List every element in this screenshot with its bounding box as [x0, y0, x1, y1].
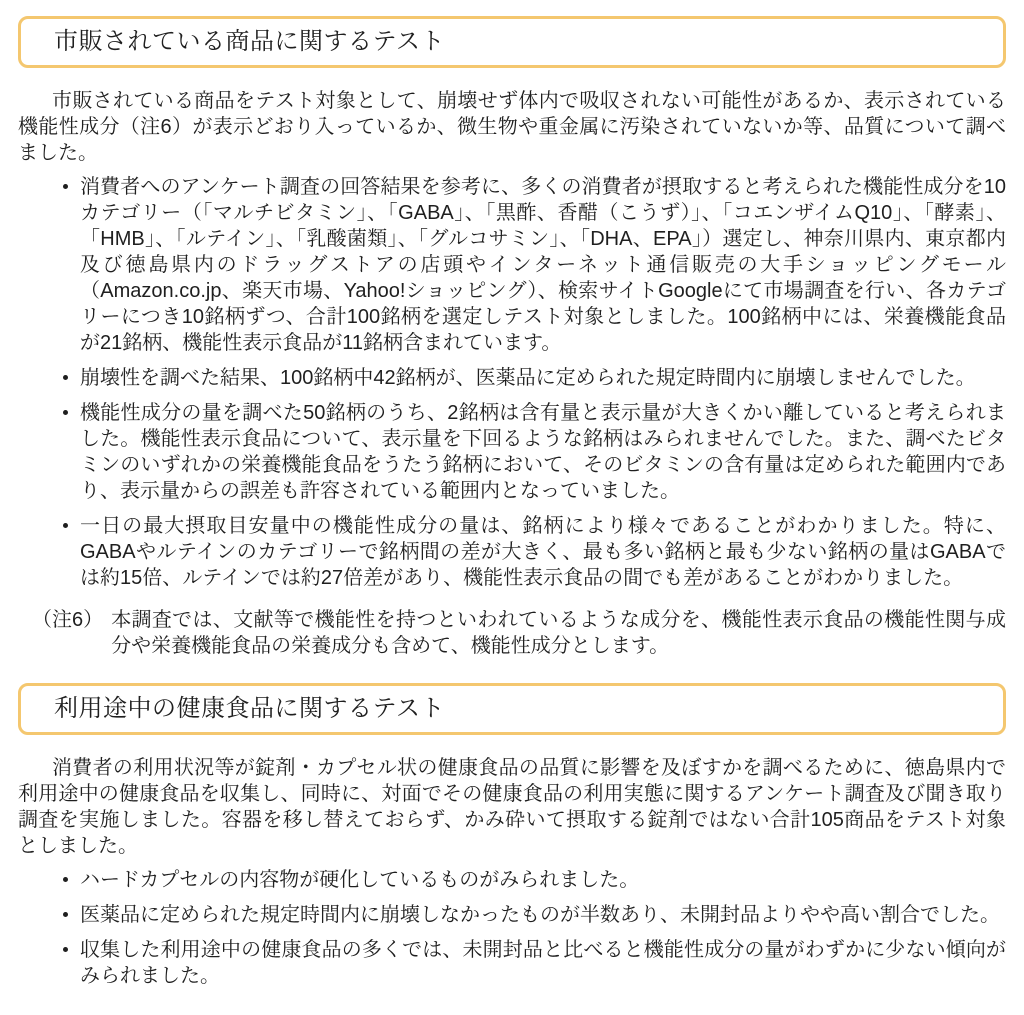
footnote-text: 本調査では、文献等で機能性を持つといわれているような成分を、機能性表示食品の機能性関与成分や栄養機能食品の栄養成分も含めて、機能性成分とします。 — [111, 609, 1006, 657]
section-heading: 市販されている商品に関するテスト — [54, 28, 446, 55]
footnote — [32, 607, 1006, 659]
section-bullet-list — [18, 867, 1006, 989]
section-heading-box — [18, 683, 1006, 735]
section-products-on-market — [18, 16, 1006, 659]
section-intro-paragraph: 市販されている商品をテスト対象として、崩壊せず体内で吸収されない可能性があるか、表示されている機能性成分（注6）が表示どおり入っているか、微生物や重金属に汚染されていないか等、品質について調べました。 — [18, 90, 1006, 164]
bullet-item: 一日の最大摂取目安量中の機能性成分の量は、銘柄により様々であることがわかりました。特に、GABAやルテインのカテゴリーで銘柄間の差が大きく、最も多い銘柄と最も少ない銘柄の量はGABAでは約15倍、ルテインでは約27倍差があり、機能性表示食品の間でも差があることがわかりました。 — [80, 515, 1006, 589]
section-heading: 利用途中の健康食品に関するテスト — [54, 695, 446, 722]
section-bullet-list — [18, 174, 1006, 591]
section-in-use-health-foods — [18, 683, 1006, 989]
bullet-item: 消費者へのアンケート調査の回答結果を参考に、多くの消費者が摂取すると考えられた機能性成分を10カテゴリー（「マルチビタミン」、「GABA」、「黒酢、香醋（こうず）」、「コエンザイムQ10」、「酵素」、「HMB」、「ルテイン」、「乳酸菌類」、「グルコサミン」、「DHA、EPA」）選定し、神奈川県内、東京都内及び徳島県内のドラッグストアの店頭やインターネット通信販売の大手ショッピングモール（Amazon.co.jp、楽天市場、Yahoo!ショッピング）、検索サイトGoogleにて市場調査を行い、各カテゴリーにつき10銘柄ずつ、合計100銘柄を選定しテスト対象としました。100銘柄中には、栄養機能食品が21銘柄、機能性表示食品が11銘柄含まれています。 — [80, 176, 1006, 354]
section-intro-paragraph: 消費者の利用状況等が錠剤・カプセル状の健康食品の品質に影響を及ぼすかを調べるために、徳島県内で利用途中の健康食品を収集し、同時に、対面でその健康食品の利用実態に関するアンケート調査及び聞き取り調査を実施しました。容器を移し替えておらず、かみ砕いて摂取する錠剤ではない合計105商品をテスト対象としました。 — [18, 757, 1006, 857]
section-heading-box — [18, 16, 1006, 68]
bullet-item: 機能性成分の量を調べた50銘柄のうち、2銘柄は含有量と表示量が大きくかい離していると考えられました。機能性表示食品について、表示量を下回るような銘柄はみられませんでした。また、調べたビタミンのいずれかの栄養機能食品をうたう銘柄において、そのビタミンの含有量は定められた範囲内であり、表示量からの誤差も許容されている範囲内となっていました。 — [80, 402, 1006, 502]
bullet-item: 崩壊性を調べた結果、100銘柄中42銘柄が、医薬品に定められた規定時間内に崩壊しませんでした。 — [80, 365, 1006, 391]
bullet-item: 収集した利用途中の健康食品の多くでは、未開封品と比べると機能性成分の量がわずかに少ない傾向がみられました。 — [80, 939, 1006, 987]
bullet-item: 医薬品に定められた規定時間内に崩壊しなかったものが半数あり、未開封品よりやや高い割合でした。 — [80, 902, 1006, 928]
footnote-label: （注6） — [32, 609, 104, 631]
bullet-item: ハードカプセルの内容物が硬化しているものがみられました。 — [80, 867, 1006, 893]
